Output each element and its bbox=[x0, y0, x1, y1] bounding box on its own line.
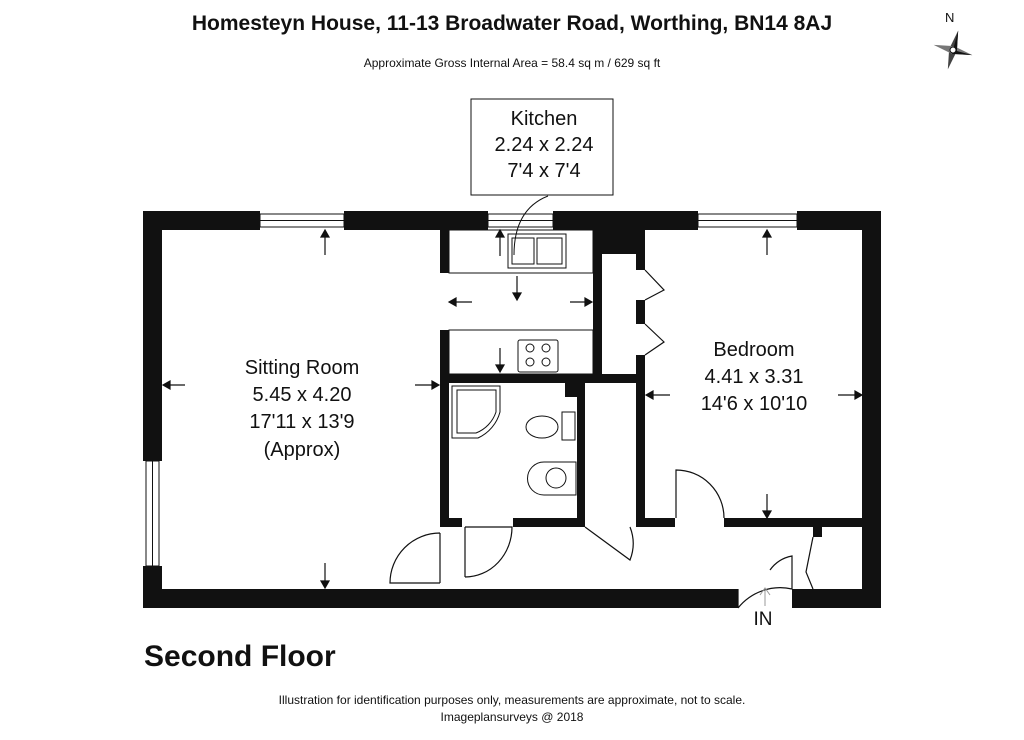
kitchen-name: Kitchen bbox=[510, 108, 578, 130]
bedroom-name: Bedroom bbox=[713, 339, 795, 361]
plan-title: Homesteyn House, 11-13 Broadwater Road, Worthing, BN14 8AJ bbox=[191, 12, 833, 35]
sitting-room-name: Sitting Room bbox=[244, 357, 360, 379]
sitting-room-metric: 5.45 x 4.20 bbox=[252, 384, 352, 406]
kitchen-imperial: 7'4 x 7'4 bbox=[507, 160, 581, 182]
sitting-room-imperial: 17'11 x 13'9 bbox=[249, 411, 355, 433]
bedroom-imperial: 14'6 x 10'10 bbox=[700, 393, 808, 415]
sitting-room-note: (Approx) bbox=[263, 439, 341, 461]
area-subtitle: Approximate Gross Internal Area = 58.4 sq m / 629 sq ft bbox=[363, 56, 661, 70]
entrance-label: IN bbox=[753, 609, 773, 630]
disclaimer-text: Illustration for identification purposes only, measurements are approximate, not to scale. bbox=[278, 693, 746, 707]
floor-label: Second Floor bbox=[144, 640, 336, 673]
credit-text: Imageplansurveys @ 2018 bbox=[440, 710, 584, 724]
compass-north-label: N bbox=[945, 10, 955, 25]
bathroom-fittings bbox=[452, 386, 576, 495]
bedroom-metric: 4.41 x 3.31 bbox=[704, 366, 804, 388]
kitchen-metric: 2.24 x 2.24 bbox=[494, 134, 594, 156]
